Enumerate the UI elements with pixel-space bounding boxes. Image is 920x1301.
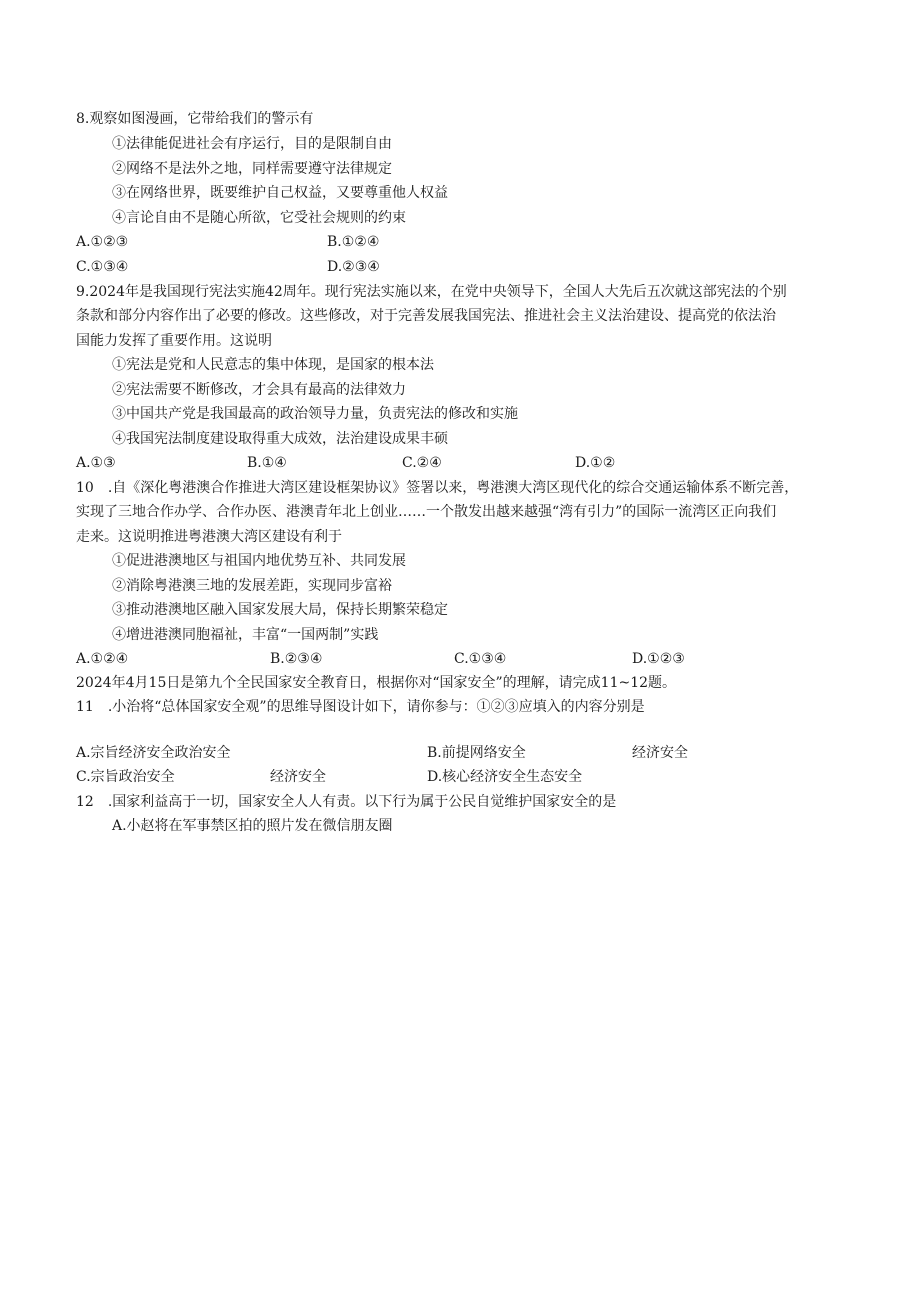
q9-option-a: A.①③ [76, 455, 116, 471]
q11-option-d: D.核心经济安全生态安全 [427, 769, 583, 785]
q9-item-1: ①宪法是党和人民意志的集中体现，是国家的根本法 [112, 357, 434, 373]
q10-option-c: C.①③④ [454, 651, 507, 667]
q10-option-b: B.②③④ [270, 651, 323, 667]
q12-stem: 12 .国家利益高于一切，国家安全人人有责。以下行为属于公民自觉维护国家安全的是 [76, 794, 617, 810]
q11-stem: 11 .小治将“总体国家安全观”的思维导图设计如下，请你参与：①②③应填入的内容分别是 [76, 699, 645, 715]
q8-item-2: ②网络不是法外之地，同样需要遵守法律规定 [112, 161, 392, 177]
section-intro: 2024年4月15日是第九个全民国家安全教育日，根据你对“国家安全”的理解，请完成11~12题。 [76, 675, 677, 691]
q11-option-c: C.宗旨政治安全 [76, 769, 175, 785]
q8-item-3: ③在网络世界，既要维护自己权益，又要尊重他人权益 [112, 185, 448, 201]
q11-option-b-tail: 经济安全 [632, 745, 688, 761]
q10-stem-line-2: 实现了三地合作办学、合作办医、港澳青年北上创业……一个散发出越来越强“湾有引力”的国际一流湾区正向我们 [76, 504, 777, 520]
q9-item-2: ②宪法需要不断修改，才会具有最高的法律效力 [112, 382, 406, 398]
q8-stem: 8.观察如图漫画，它带给我们的警示有 [76, 111, 314, 127]
q10-item-2: ②消除粤港澳三地的发展差距，实现同步富裕 [112, 578, 392, 594]
q9-item-3: ③中国共产党是我国最高的政治领导力量，负责宪法的修改和实施 [112, 406, 518, 422]
q10-stem-line-1: 10 .自《深化粤港澳合作推进大湾区建设框架协议》签署以来，粤港澳大湾区现代化的综合交通运输体系不断完善， [76, 480, 799, 496]
q8-option-b: B.①②④ [327, 234, 380, 250]
q8-option-c: C.①③④ [76, 259, 129, 275]
q12-option-a: A.小赵将在军事禁区拍的照片发在微信朋友圈 [112, 818, 393, 834]
q9-stem-line-2: 条款和部分内容作出了必要的修改。这些修改，对于完善发展我国宪法、推进社会主义法治建设、提高党的依法治 [76, 308, 776, 324]
q8-item-1: ①法律能促进社会有序运行，目的是限制自由 [112, 136, 392, 152]
q9-item-4: ④我国宪法制度建设取得重大成效，法治建设成果丰硕 [112, 431, 448, 447]
q8-item-4: ④言论自由不是随心所欲，它受社会规则的约束 [112, 210, 406, 226]
q8-option-a: A.①②③ [76, 234, 129, 250]
q11-option-c-tail: 经济安全 [270, 769, 326, 785]
q9-stem-line-3: 国能力发挥了重要作用。这说明 [76, 333, 272, 349]
q9-option-b: B.①④ [247, 455, 287, 471]
q9-stem-line-1: 9.2024年是我国现行宪法实施42周年。现行宪法实施以来，在党中央领导下，全国人大先后五次就这部宪法的个别 [76, 284, 787, 300]
q11-option-a: A.宗旨经济安全政治安全 [76, 745, 231, 761]
q10-option-a: A.①②④ [76, 651, 129, 667]
q9-option-d: D.①② [575, 455, 616, 471]
q10-stem-line-3: 走来。这说明推进粤港澳大湾区建设有利于 [76, 529, 342, 545]
q10-item-3: ③推动港澳地区融入国家发展大局，保持长期繁荣稳定 [112, 602, 448, 618]
q8-option-d: D.②③④ [327, 259, 380, 275]
q9-option-c: C.②④ [402, 455, 442, 471]
q10-option-d: D.①②③ [632, 651, 685, 667]
q11-option-b: B.前提网络安全 [427, 745, 526, 761]
q10-item-1: ①促进港澳地区与祖国内地优势互补、共同发展 [112, 553, 406, 569]
q10-item-4: ④增进港澳同胞福祉，丰富“一国两制”实践 [112, 627, 379, 643]
